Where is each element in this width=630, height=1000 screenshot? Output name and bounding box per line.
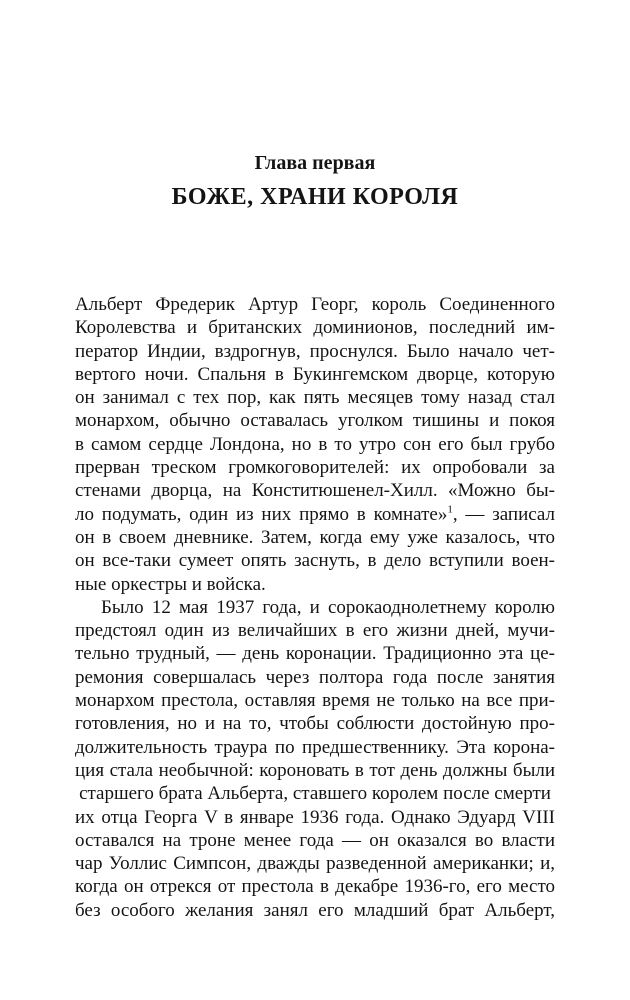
- text-line: ператор Индии, вздрогнув, проснулся. Было начало чет-: [75, 340, 555, 362]
- text-line: в самом сердце Лондона, но в то утро сон его был грубо: [75, 433, 555, 455]
- text-line: должительность траура по предшественнику. Эта корона-: [75, 736, 555, 758]
- text-line: готовления, но и на то, чтобы соблюсти достойную про-: [75, 713, 555, 735]
- text-line: ция стала необычной: короновать в тот день должны были: [75, 759, 555, 781]
- text-fragment: , — записал: [452, 503, 555, 525]
- text-line: монархом престола, оставляя время не только на все при-: [75, 690, 555, 712]
- text-line: Альберт Фредерик Артур Георг, король Соединенного: [75, 294, 555, 315]
- text-line: монархом, обычно оставалась уголком тишины и покоя: [75, 410, 555, 432]
- text-line: предстоял один из величайших в его жизни дней, мучи-: [75, 620, 555, 642]
- text-line: вертого ночи. Спальня в Букингемском дворце, которую: [75, 363, 555, 385]
- text-line: ные оркестры и войска.: [75, 573, 266, 595]
- text-line: оставался на троне менее года — он оказался во власти: [75, 829, 555, 851]
- text-line: их отца Георга V в январе 1936 года. Однако Эдуард VIII: [75, 806, 555, 828]
- text-line: прерван треском громкоговорителей: их опробовали за: [75, 457, 555, 479]
- text-line-with-footnote: [75, 503, 555, 526]
- chapter-title: БОЖЕ, ХРАНИ КОРОЛЯ: [171, 184, 459, 210]
- text-line: когда он отрекся от престола в декабре 1936-го, его место: [75, 876, 555, 898]
- text-line: тельно трудный, — день коронации. Традиционно эта це-: [75, 643, 555, 665]
- text-line: старшего брата Альберта, ставшего королем после смерти: [79, 783, 551, 805]
- text-line: без особого желания занял его младший брат Альберт,: [75, 899, 555, 921]
- text-line: ремония совершалась через полтора года после занятия: [75, 666, 555, 688]
- text-fragment: ло подумать, один из них прямо в комнате»: [75, 503, 448, 525]
- text-line: чар Уоллис Симпсон, дважды разведенной американки; и,: [75, 853, 555, 875]
- chapter-header: [0, 150, 630, 212]
- text-line: стенами дворца, на Конститюшенел-Хилл. «Можно бы-: [75, 480, 555, 502]
- footnote-marker[interactable]: 1: [447, 503, 453, 516]
- text-line: он все-таки сумеет опять заснуть, в дело вступили воен-: [75, 550, 555, 572]
- text-line: он в своем дневнике. Затем, когда ему уже казалось, что: [75, 526, 555, 548]
- text-line: Королевства и британских доминионов, последний им-: [75, 317, 555, 339]
- chapter-number: Глава первая: [254, 152, 376, 174]
- body-text: [75, 293, 555, 922]
- text-line: Было 12 мая 1937 года, и сорокаоднолетнему королю: [101, 596, 555, 618]
- text-line: он занимал с тех пор, как пять месяцев тому назад стал: [75, 387, 555, 409]
